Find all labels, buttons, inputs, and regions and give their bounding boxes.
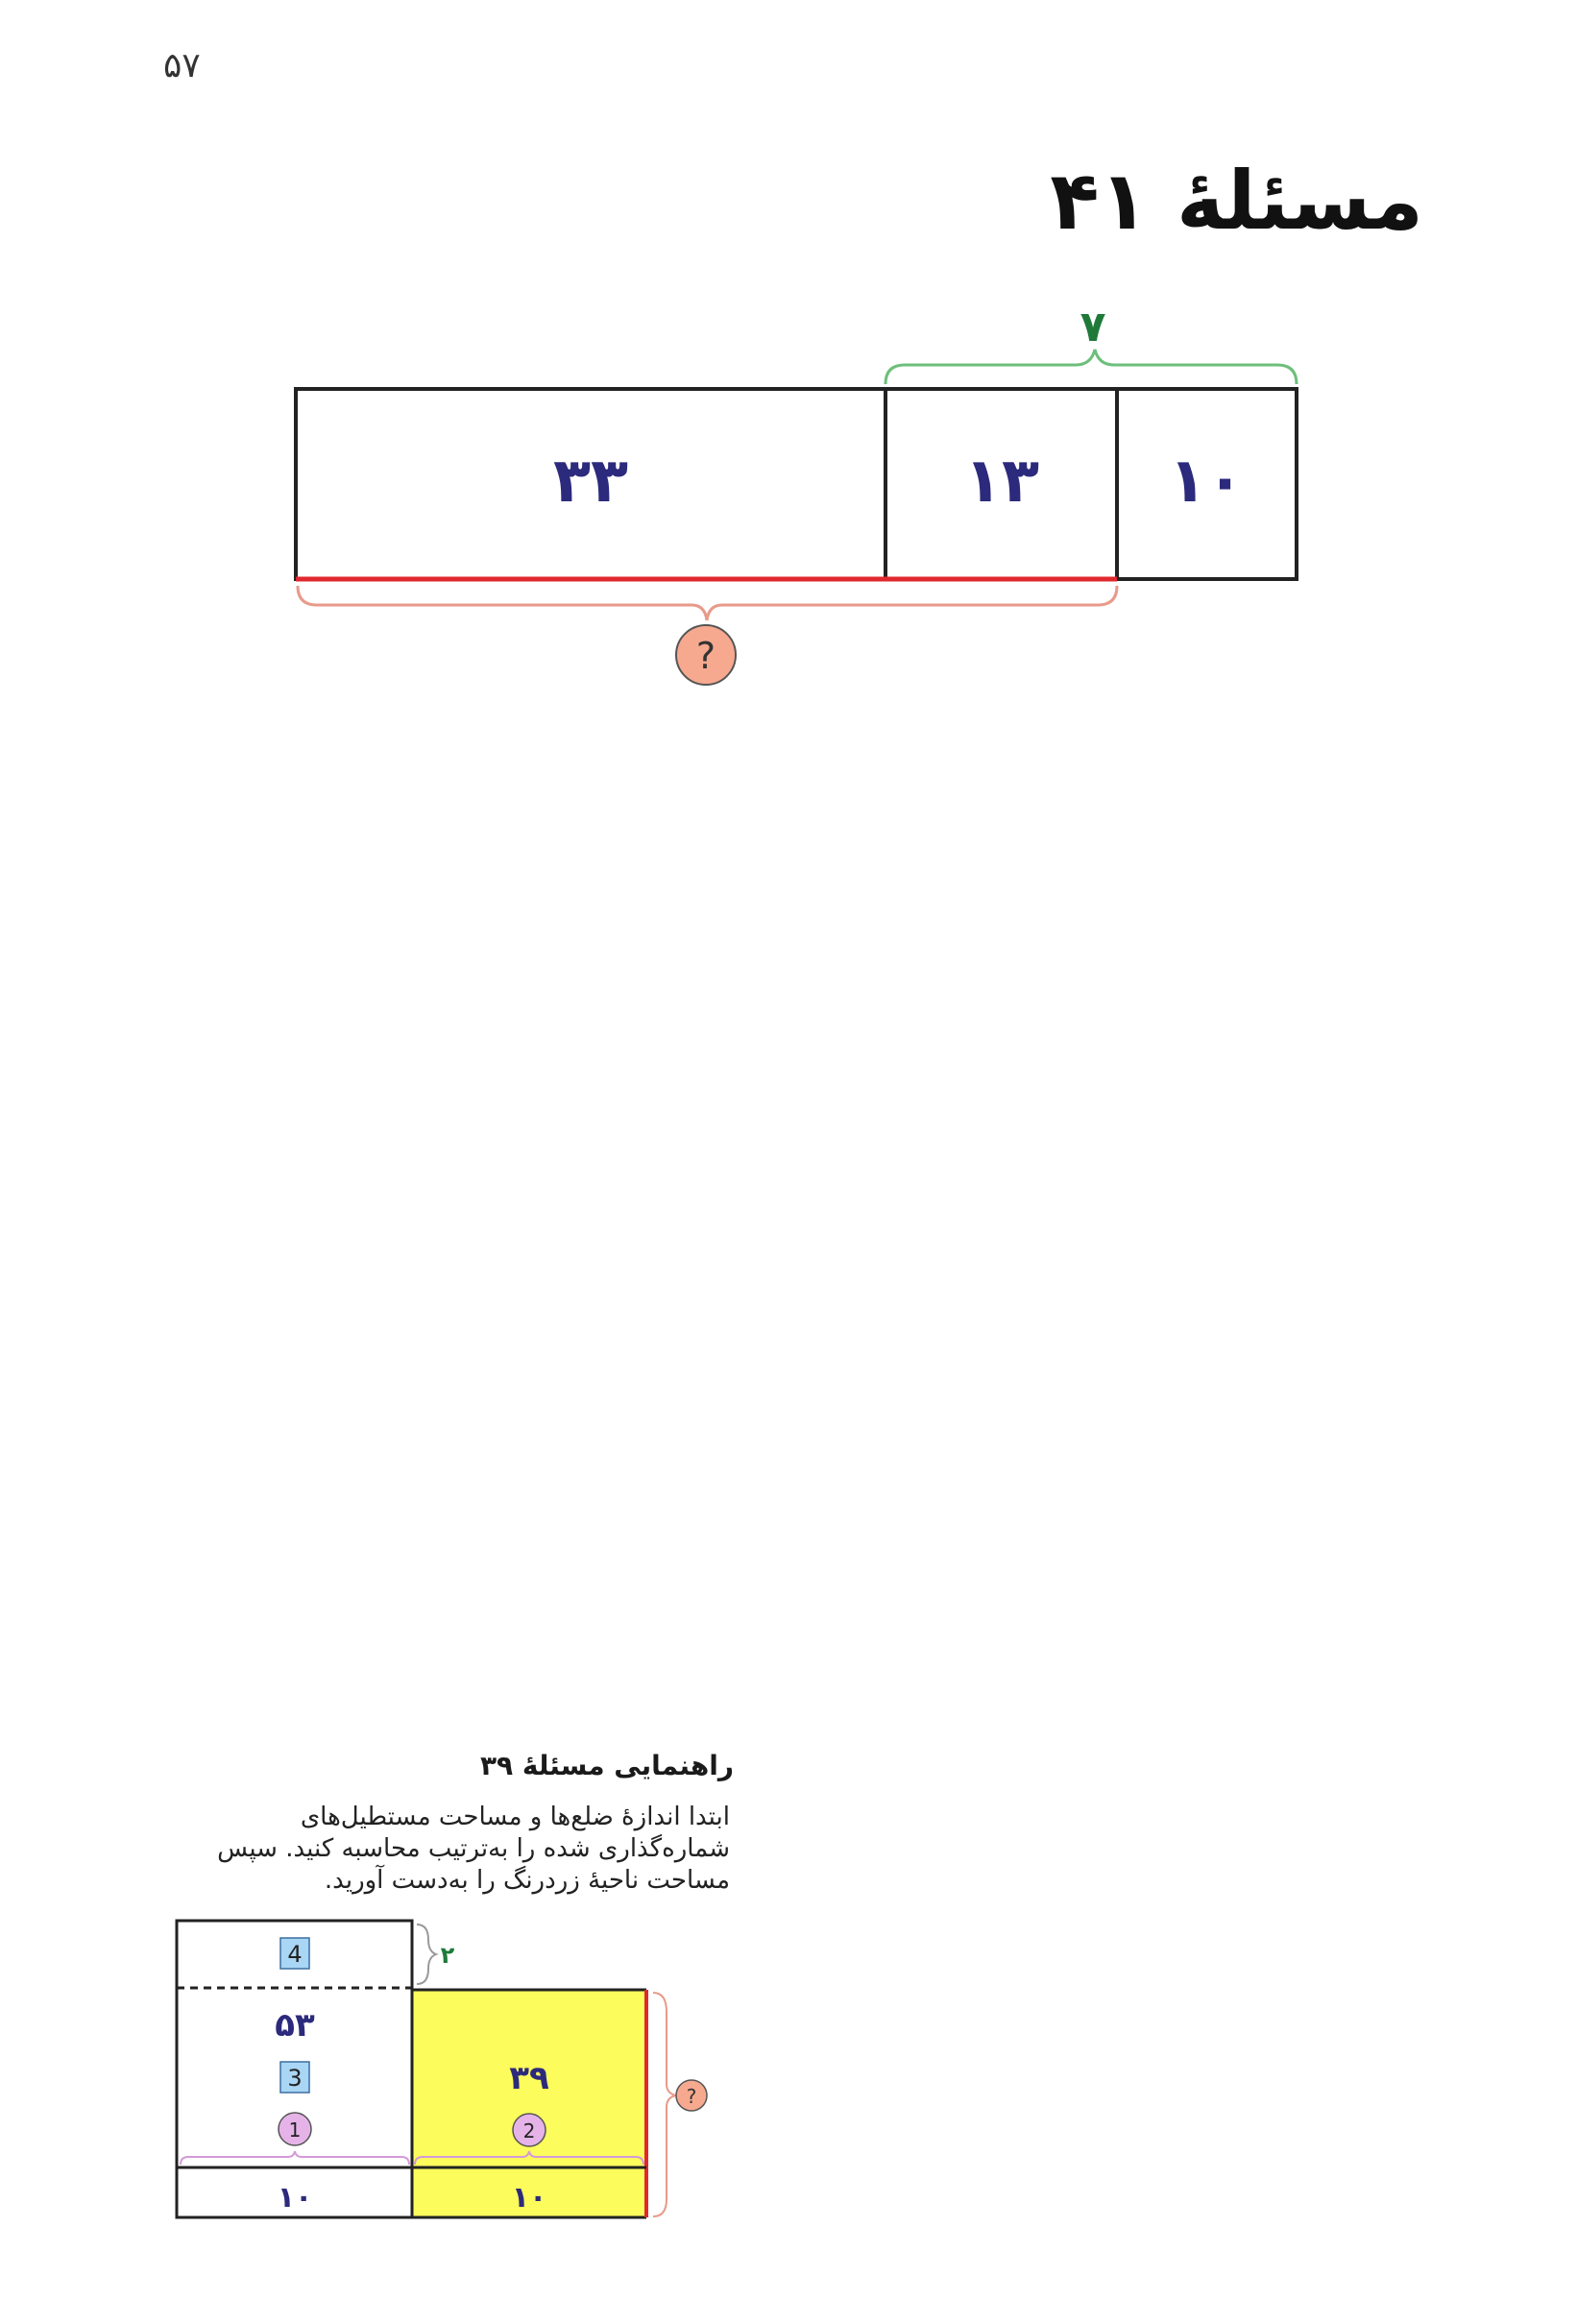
hint-question-mark: ? [686,2085,697,2108]
right-area: ۳۹ [509,2059,549,2097]
hint-line-3: مساحت ناحیهٔ زردرنگ را به‌دست آورید. [324,1866,730,1895]
problem-title: مسئلهٔ ۴۱ [1050,154,1423,248]
page-number: ۵۷ [163,46,201,85]
top-brace-label: ۷ [1080,303,1106,351]
side-brace [417,1925,436,1984]
segment-10: ۱۰ [1168,446,1245,517]
question-mark: ? [695,635,716,677]
right-brace-question [653,1993,676,2216]
bottom-brace [298,586,1117,620]
left-area: ۵۳ [275,2006,315,2045]
circle-2-label: 2 [522,2119,536,2142]
side-label: ۲ [440,1942,455,1969]
bottom-left-value: ۱۰ [277,2181,313,2215]
hint-diagram [0,1901,768,2247]
hint-line-1: ابتدا اندازهٔ ضلع‌ها و مساحت مستطیل‌های [300,1803,730,1831]
hint-body [163,1802,730,1897]
segment-13: ۱۳ [963,446,1040,517]
hint-line-2: شماره‌گذاری شده را به‌ترتیب محاسبه کنید. سپس [217,1834,730,1863]
top-brace [886,350,1297,384]
bottom-right-value: ۱۰ [511,2181,547,2215]
box-3-label: 3 [287,2065,303,2092]
left-brace [181,2151,409,2165]
box-4-label: 4 [287,1941,303,1968]
problem-diagram [0,0,1577,730]
circle-1-label: 1 [288,2118,302,2142]
bar-outline [296,389,1297,579]
segment-33: ۳۳ [552,446,629,517]
hint-title: راهنمایی مسئلهٔ ۳۹ [479,1750,734,1781]
